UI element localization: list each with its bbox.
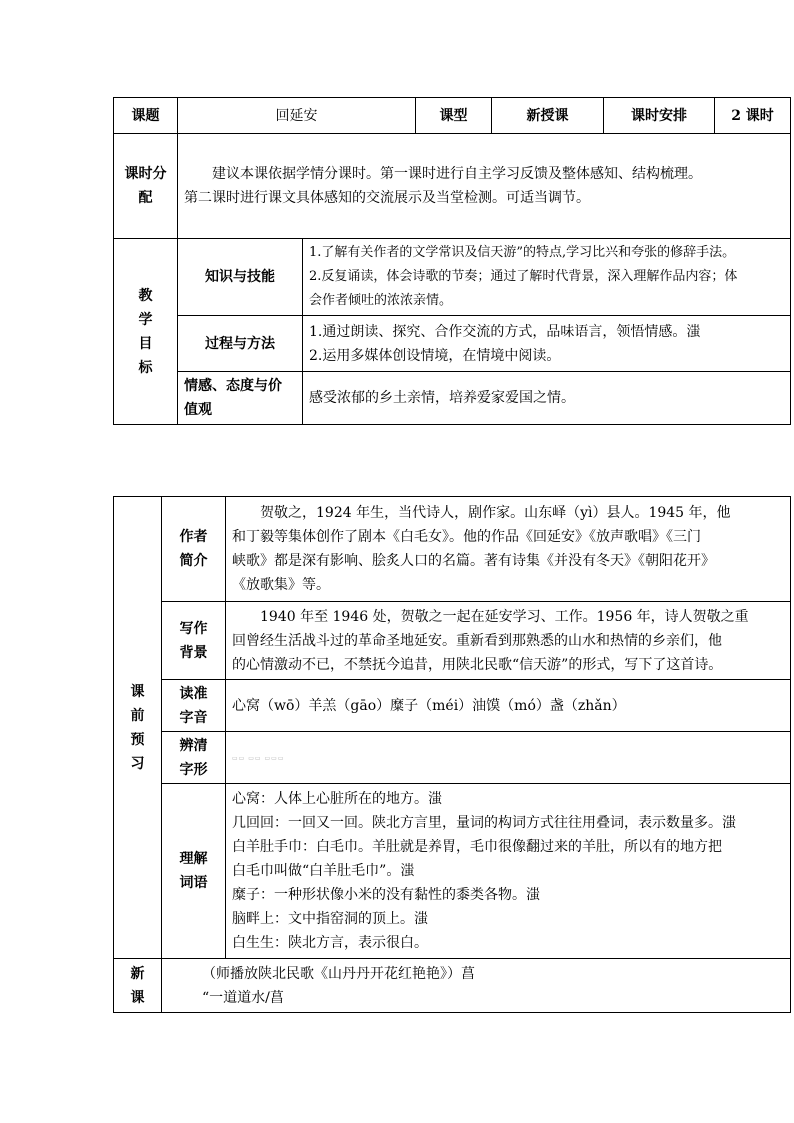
goals-label: 教 学 目 标: [114, 239, 178, 425]
knowledge-row: [114, 239, 791, 316]
type-label: 课型: [416, 98, 492, 134]
emotion-text: 感受浓郁的乡土亲情，培养爱家爱国之情。: [303, 372, 791, 425]
faint-placeholder: ▭▭ ▭▭ ▭▭▭: [232, 755, 285, 762]
glyphs-text: [226, 732, 791, 784]
header-row: [114, 98, 791, 134]
knowledge-text: 1.了解有关作者的文学常识及信天游”的特点,学习比兴和夸张的修辞手法。 2.反复诵读，体会诗歌的节奏；通过了解时代背景，深入理解作品内容；体 会作者倾吐的浓浓亲情。: [303, 239, 791, 316]
division-label: 课时分 配: [114, 134, 178, 239]
author-label: 作者 简介: [162, 497, 226, 602]
background-label: 写作 背景: [162, 602, 226, 680]
process-label: 过程与方法: [178, 316, 303, 372]
vocab-text: 心窝：人体上心脏所在的地方。滍 几回回：一回又一回。陕北方言里，量词的构词方式往往用叠词，表示数量多。滍 白羊肚手巾：白毛巾。羊肚就是养胃，毛巾很像翻过来的羊肚，所以有的地方把 白毛巾叫做“白羊肚毛巾”。滍 糜子：一种形状像小米的没有黏性的黍类各物。滍 脑畔上：文中指窑洞的顶上。滍 白生生：陕北方言，表示很白。: [226, 784, 791, 959]
topic-value: 回延安: [178, 98, 416, 134]
preview-label: 课 前 预 习: [114, 497, 162, 959]
preview-table: [113, 496, 791, 1013]
knowledge-label: 知识与技能: [178, 239, 303, 316]
type-value: 新授课: [492, 98, 604, 134]
pronunciation-row: [114, 680, 791, 732]
process-text: 1.通过朗读、探究、合作交流的方式，品味语言，领悟情感。滍 2.运用多媒体创设情境，在情境中阅读。: [303, 316, 791, 372]
vocab-row: [114, 784, 791, 959]
new-lesson-label: 新 课: [114, 959, 162, 1013]
process-row: [114, 316, 791, 372]
author-text: 贺敬之，1924 年生，当代诗人，剧作家。山东峄（yì）县人。1945 年，他 和丁毅等集体创作了剧本《白毛女》。他的作品《回延安》《放声歌唱》《三门 峡歌》都是深有影响、脍炙人口的名篇。著有诗集《并没有冬天》《朝阳花开》 《放歌集》等。: [226, 497, 791, 602]
lesson-plan-table: [113, 97, 791, 425]
vocab-label: 理解 词语: [162, 784, 226, 959]
pronunciation-text: 心窝（wō）羊羔（gāo）糜子（méi）油馍（mó）盏（zhǎn）: [226, 680, 791, 732]
schedule-value: 2 课时: [715, 98, 791, 134]
glyphs-label: 辨清 字形: [162, 732, 226, 784]
topic-label: 课题: [114, 98, 178, 134]
pronunciation-label: 读准 字音: [162, 680, 226, 732]
schedule-label: 课时安排: [604, 98, 715, 134]
division-row: [114, 134, 791, 239]
author-row: [114, 497, 791, 602]
background-row: [114, 602, 791, 680]
background-text: 1940 年至 1946 处，贺敬之一起在延安学习、工作。1956 年，诗人贺敬之重 回曾经生活战斗过的革命圣地延安。重新看到那熟悉的山水和热情的乡亲们，他 的心情激动不已，不禁抚今追昔，用陕北民歌“信天游”的形式，写下了这首诗。: [226, 602, 791, 680]
division-text: 建议本课依据学情分课时。第一课时进行自主学习反馈及整体感知、结构梳理。 第二课时进行课文具体感知的交流展示及当堂检测。可适当调节。: [178, 134, 791, 239]
glyphs-row: [114, 732, 791, 784]
new-lesson-row: [114, 959, 791, 1013]
new-lesson-text: （师播放陕北民歌《山丹丹开花红艳艳》）菖 “一道道水/菖: [162, 959, 791, 1013]
emotion-row: [114, 372, 791, 425]
emotion-label: 情感、态度与价 值观: [178, 372, 303, 425]
